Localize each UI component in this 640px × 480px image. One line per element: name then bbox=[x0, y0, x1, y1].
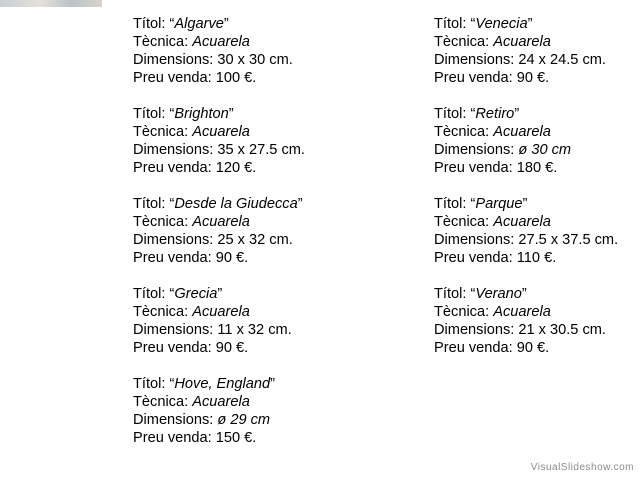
artwork-dimensions: 11 x 32 cm. bbox=[217, 322, 292, 338]
artwork-technique: Acuarela bbox=[192, 394, 250, 410]
title-line: Títol: “Desde la Giudecca” bbox=[133, 196, 303, 212]
artwork-dimensions: 35 x 27.5 cm. bbox=[217, 142, 305, 158]
technique-line: Tècnica: Acuarela bbox=[133, 394, 250, 410]
artwork-entry bbox=[133, 375, 305, 447]
artwork-entry bbox=[434, 105, 618, 177]
artwork-technique: Acuarela bbox=[192, 304, 250, 320]
artwork-price: 120 €. bbox=[215, 160, 257, 176]
thumbnail-strip bbox=[0, 0, 102, 7]
artwork-entry bbox=[434, 285, 618, 357]
artwork-price: 180 €. bbox=[516, 160, 558, 176]
price-line: Preu venda: 180 €. bbox=[434, 160, 558, 176]
technique-line: Tècnica: Acuarela bbox=[434, 124, 551, 140]
artwork-dimensions: ø 30 cm bbox=[518, 142, 572, 158]
title-line: Títol: “Algarve” bbox=[133, 16, 229, 32]
artwork-entry bbox=[133, 105, 305, 177]
dimensions-line: Dimensions: 27.5 x 37.5 cm. bbox=[434, 232, 619, 248]
title-line: Títol: “Venecia” bbox=[434, 16, 533, 32]
artwork-title: Brighton bbox=[174, 106, 229, 122]
artwork-technique: Acuarela bbox=[493, 214, 551, 230]
title-line: Títol: “Hove, England” bbox=[133, 376, 275, 392]
artwork-dimensions: 30 x 30 cm. bbox=[217, 52, 293, 68]
technique-line: Tècnica: Acuarela bbox=[434, 304, 551, 320]
artwork-price: 90 €. bbox=[516, 70, 550, 86]
artwork-technique: Acuarela bbox=[493, 124, 551, 140]
artwork-title: Venecia bbox=[475, 16, 528, 32]
artwork-dimensions: 27.5 x 37.5 cm. bbox=[518, 232, 619, 248]
artwork-entry bbox=[133, 15, 305, 87]
technique-line: Tècnica: Acuarela bbox=[133, 304, 250, 320]
watermark: VisualSlideshow.com bbox=[530, 462, 634, 473]
artwork-technique: Acuarela bbox=[493, 34, 551, 50]
title-line: Títol: “Parque” bbox=[434, 196, 528, 212]
artwork-title: Parque bbox=[475, 196, 523, 212]
artwork-title: Hove, England bbox=[174, 376, 271, 392]
dimensions-line: Dimensions: 24 x 24.5 cm. bbox=[434, 52, 606, 68]
dimensions-line: Dimensions: 11 x 32 cm. bbox=[133, 322, 292, 338]
artwork-entry bbox=[133, 195, 305, 267]
artwork-price: 110 €. bbox=[516, 250, 557, 266]
title-line: Títol: “Retiro” bbox=[434, 106, 520, 122]
technique-line: Tècnica: Acuarela bbox=[133, 214, 250, 230]
artwork-column-left bbox=[133, 15, 305, 465]
artwork-price: 90 €. bbox=[516, 340, 550, 356]
artwork-title: Retiro bbox=[475, 106, 515, 122]
dimensions-line: Dimensions: ø 30 cm bbox=[434, 142, 572, 158]
artwork-entry bbox=[434, 195, 618, 267]
technique-line: Tècnica: Acuarela bbox=[133, 124, 250, 140]
technique-line: Tècnica: Acuarela bbox=[434, 214, 551, 230]
dimensions-line: Dimensions: ø 29 cm bbox=[133, 412, 271, 428]
price-line: Preu venda: 90 €. bbox=[133, 340, 249, 356]
artwork-title: Grecia bbox=[174, 286, 218, 302]
artwork-technique: Acuarela bbox=[192, 214, 250, 230]
dimensions-line: Dimensions: 21 x 30.5 cm. bbox=[434, 322, 606, 338]
artwork-column-right bbox=[434, 15, 618, 375]
technique-line: Tècnica: Acuarela bbox=[434, 34, 551, 50]
dimensions-line: Dimensions: 35 x 27.5 cm. bbox=[133, 142, 305, 158]
artwork-entry bbox=[133, 285, 305, 357]
artwork-technique: Acuarela bbox=[493, 304, 551, 320]
price-line: Preu venda: 100 €. bbox=[133, 70, 257, 86]
dimensions-line: Dimensions: 30 x 30 cm. bbox=[133, 52, 293, 68]
artwork-price: 100 €. bbox=[215, 70, 257, 86]
artwork-entry bbox=[434, 15, 618, 87]
price-line: Preu venda: 90 €. bbox=[133, 250, 249, 266]
artwork-technique: Acuarela bbox=[192, 34, 250, 50]
artwork-dimensions: 24 x 24.5 cm. bbox=[518, 52, 606, 68]
artwork-title: Verano bbox=[475, 286, 522, 302]
price-line: Preu venda: 110 €. bbox=[434, 250, 557, 266]
artwork-dimensions: 25 x 32 cm. bbox=[217, 232, 293, 248]
artwork-title: Algarve bbox=[174, 16, 224, 32]
artwork-dimensions: 21 x 30.5 cm. bbox=[518, 322, 606, 338]
price-line: Preu venda: 90 €. bbox=[434, 340, 550, 356]
artwork-title: Desde la Giudecca bbox=[174, 196, 298, 212]
title-line: Títol: “Brighton” bbox=[133, 106, 234, 122]
artwork-dimensions: ø 29 cm bbox=[217, 412, 271, 428]
technique-line: Tècnica: Acuarela bbox=[133, 34, 250, 50]
price-line: Preu venda: 90 €. bbox=[434, 70, 550, 86]
price-line: Preu venda: 120 €. bbox=[133, 160, 257, 176]
title-line: Títol: “Verano” bbox=[434, 286, 527, 302]
price-line: Preu venda: 150 €. bbox=[133, 430, 257, 446]
artwork-price: 90 €. bbox=[215, 250, 249, 266]
dimensions-line: Dimensions: 25 x 32 cm. bbox=[133, 232, 293, 248]
artwork-price: 90 €. bbox=[215, 340, 249, 356]
artwork-price: 150 €. bbox=[215, 430, 257, 446]
title-line: Títol: “Grecia” bbox=[133, 286, 223, 302]
artwork-technique: Acuarela bbox=[192, 124, 250, 140]
